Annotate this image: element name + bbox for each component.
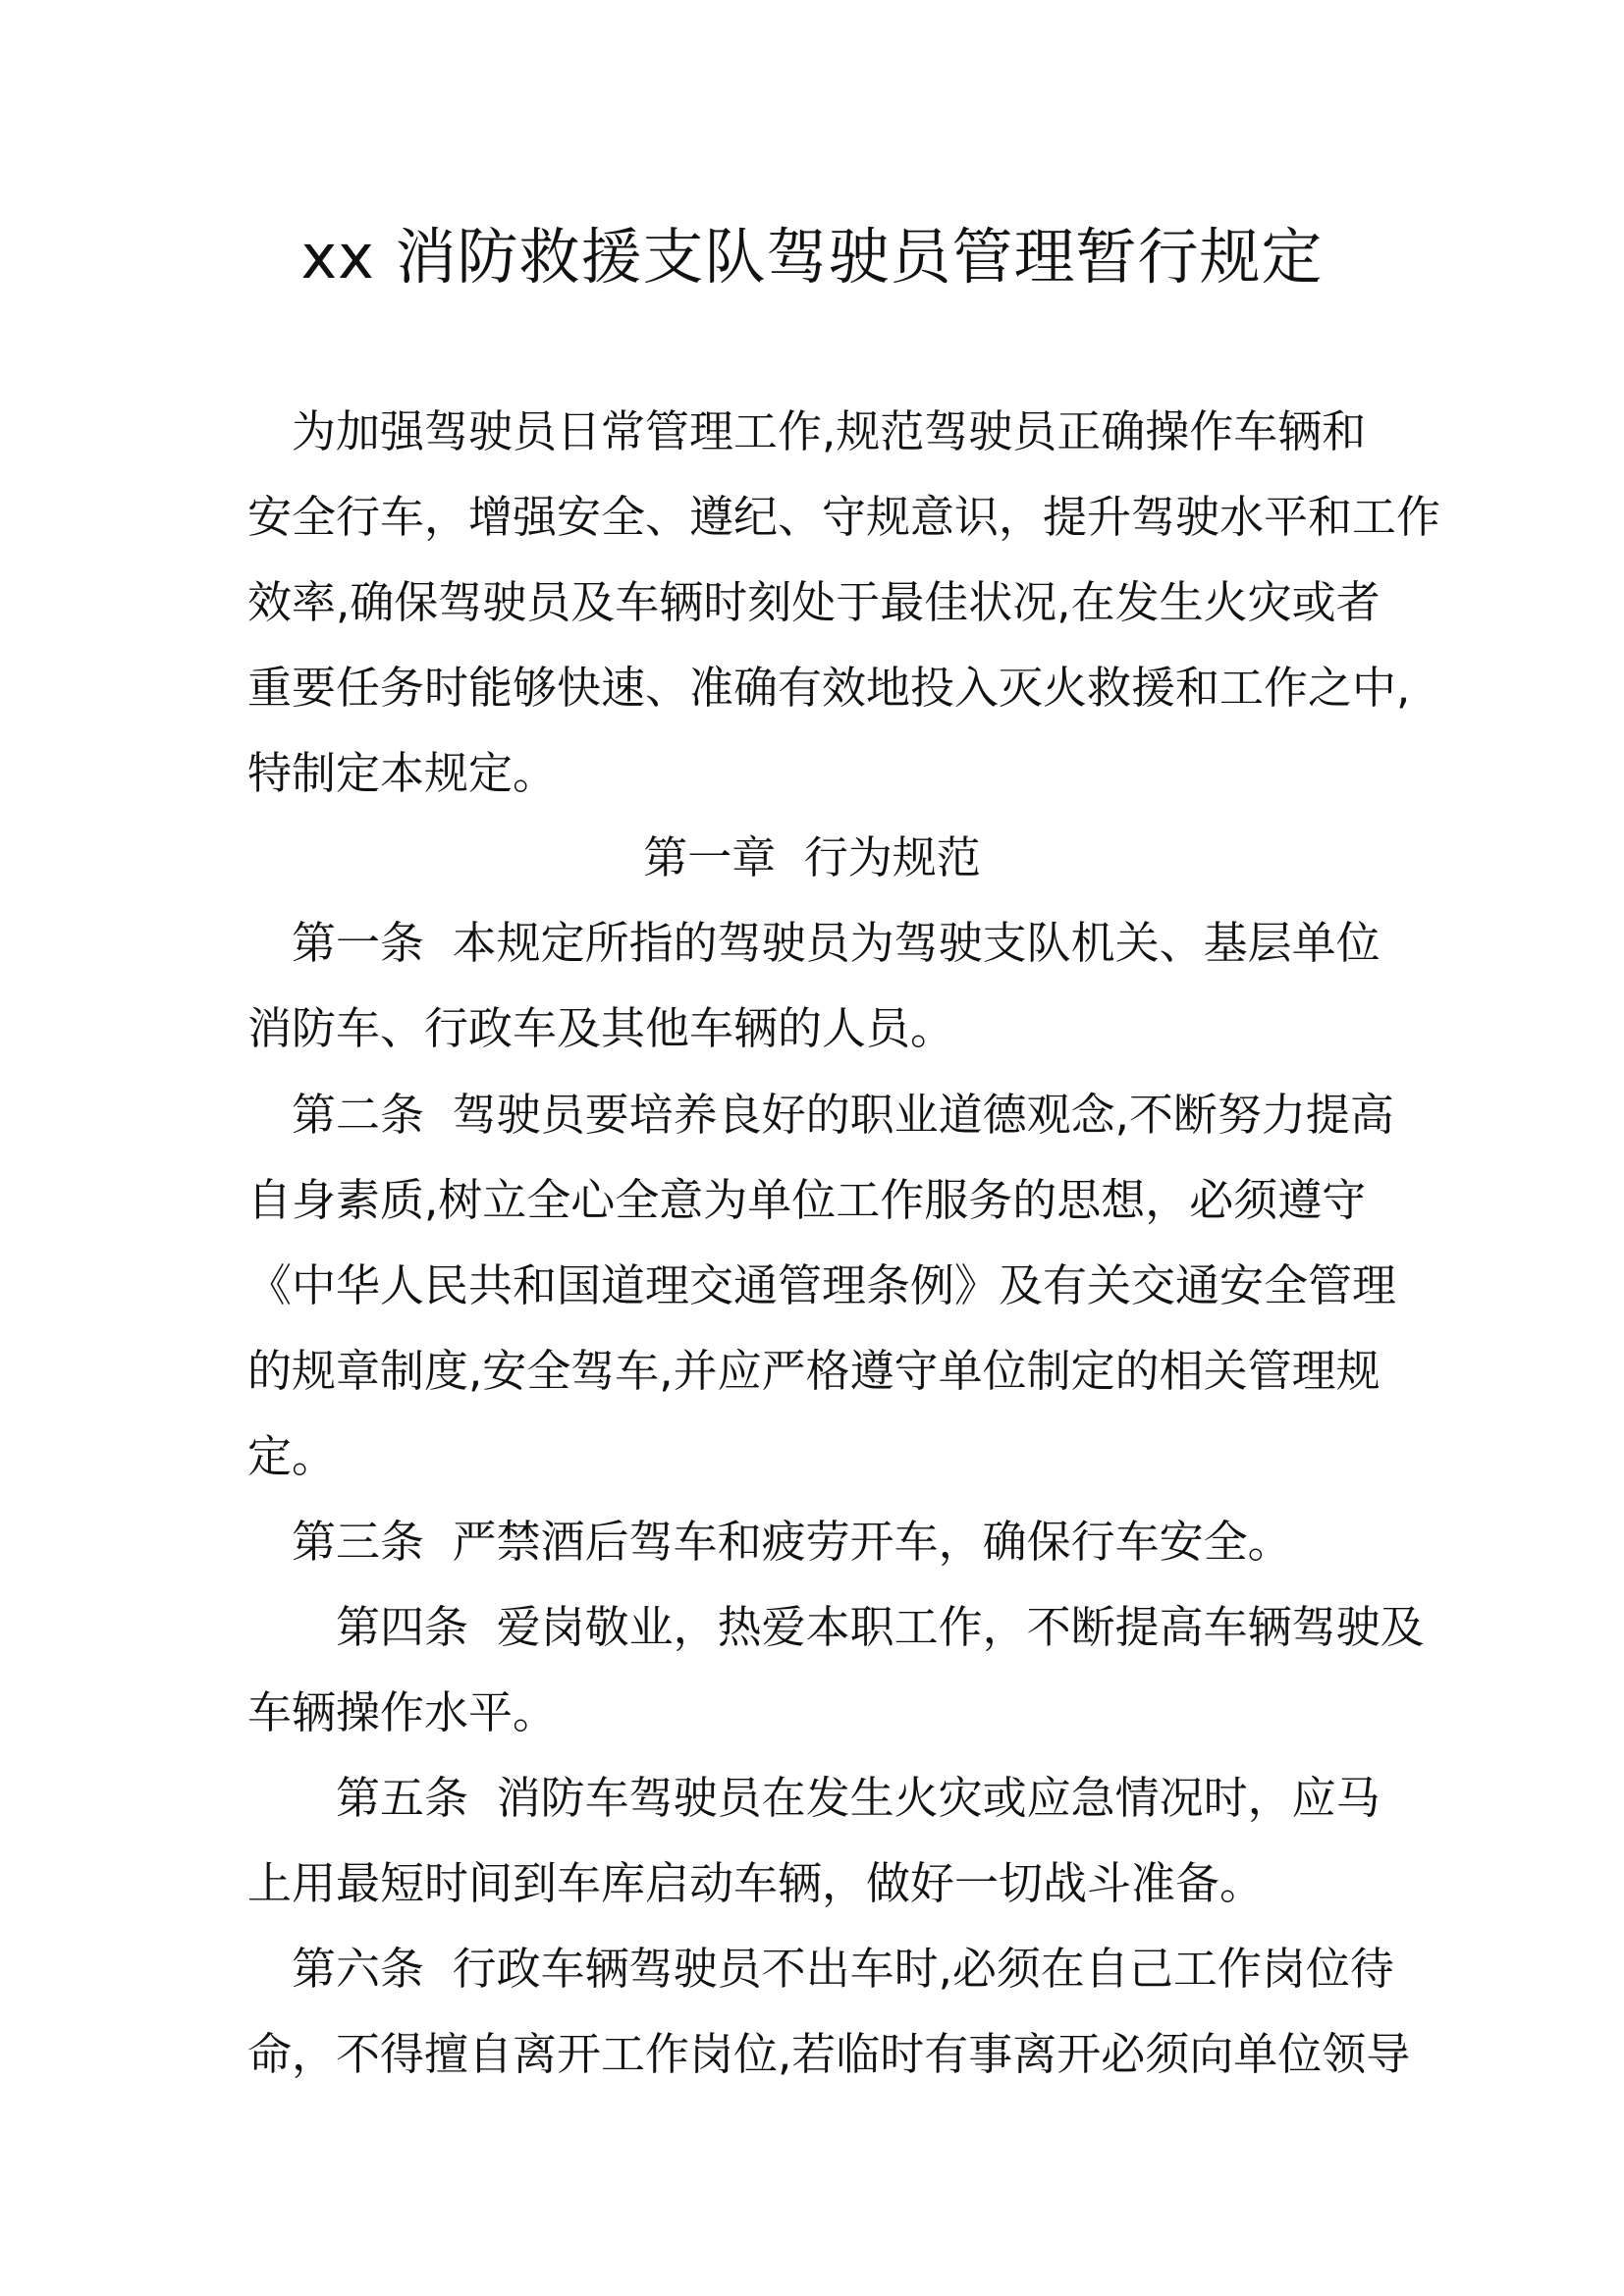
article-5-line-2: 上用最短时间到车库启动车辆，做好一切战斗准备。 — [247, 1857, 1265, 1909]
preamble-line-3: 效率,确保驾驶员及车辆时刻处于最佳状况,在发生火灾或者 — [247, 576, 1380, 628]
chapter-heading: 第一章 行为规范 — [643, 831, 981, 883]
article-6-line-2: 命，不得擅自离开工作岗位,若临时有事离开必须向单位领导 — [247, 2028, 1411, 2080]
preamble-line-5: 特制定本规定。 — [247, 747, 558, 799]
article-4-line-1: 第四条 爱岗敬业，热爱本职工作，不断提高车辆驾驶及 — [247, 1601, 1425, 1653]
article-6-line-1: 第六条 行政车辆驾驶员不出车时,必须在自己工作岗位待 — [247, 1943, 1394, 1995]
document-title: xx 消防救援支队驾驶员管理暂行规定 — [300, 221, 1324, 293]
article-3-line-1: 第三条 严禁酒后驾车和疲劳开车，确保行车安全。 — [247, 1516, 1292, 1568]
preamble-line-1: 为加强驾驶员日常管理工作,规范驾驶员正确操作车辆和 — [247, 405, 1367, 457]
article-2-line-5: 定。 — [247, 1430, 337, 1482]
article-4-line-2: 车辆操作水平。 — [247, 1686, 558, 1738]
article-2-line-1: 第二条 驾驶员要培养良好的职业道德观念,不断努力提高 — [247, 1089, 1394, 1141]
article-2-line-4: 的规章制度,安全驾车,并应严格遵守单位制定的相关管理规 — [247, 1345, 1380, 1397]
article-2-line-3: 《中华人民共和国道理交通管理条例》及有关交通安全管理 — [247, 1259, 1397, 1311]
preamble-line-4: 重要任务时能够快速、准确有效地投入灭火救援和工作之中, — [247, 662, 1411, 714]
article-2-line-2: 自身素质,树立全心全意为单位工作服务的思想，必须遵守 — [247, 1174, 1367, 1226]
article-1-line-1: 第一条 本规定所指的驾驶员为驾驶支队机关、基层单位 — [247, 917, 1380, 969]
preamble-line-2: 安全行车，增强安全、遵纪、守规意识，提升驾驶水平和工作 — [247, 491, 1441, 543]
article-5-line-1: 第五条 消防车驾驶员在发生火灾或应急情况时，应马 — [247, 1772, 1380, 1824]
article-1-line-2: 消防车、行政车及其他车辆的人员。 — [247, 1002, 955, 1054]
